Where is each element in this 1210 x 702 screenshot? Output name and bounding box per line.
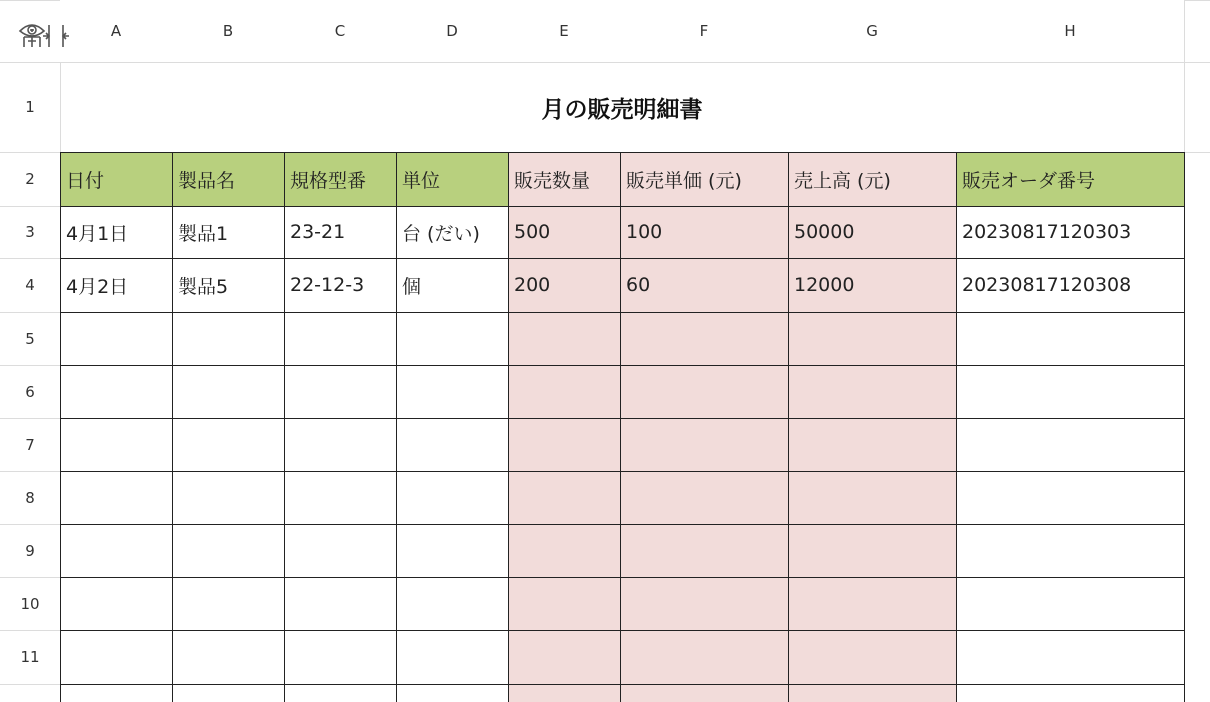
table-border-v <box>1184 152 1185 702</box>
empty-cell[interactable] <box>956 312 1184 365</box>
eye-icon <box>20 25 44 47</box>
empty-cell[interactable] <box>788 630 956 684</box>
empty-cell[interactable] <box>284 577 396 630</box>
gridline-v <box>1184 0 1185 62</box>
data-cell[interactable]: 60 <box>626 274 651 296</box>
empty-cell[interactable] <box>284 471 396 524</box>
empty-cell[interactable] <box>396 630 508 684</box>
sheet-title[interactable]: 月の販売明細書 <box>541 96 703 123</box>
table-header-cell[interactable]: 売上高 (元) <box>794 169 891 192</box>
gridline-v <box>1184 62 1185 152</box>
gridline-h <box>1184 152 1210 153</box>
empty-cell[interactable] <box>956 684 1184 702</box>
data-cell[interactable]: 200 <box>514 274 551 296</box>
empty-cell[interactable] <box>508 365 620 418</box>
empty-cell[interactable] <box>172 312 284 365</box>
row-header-10[interactable]: 10 <box>20 594 40 613</box>
row-header-2[interactable]: 2 <box>25 170 35 188</box>
empty-cell[interactable] <box>396 312 508 365</box>
column-header-h[interactable]: H <box>956 0 1184 62</box>
empty-cell[interactable] <box>172 630 284 684</box>
empty-cell[interactable] <box>956 365 1184 418</box>
empty-cell[interactable] <box>620 365 788 418</box>
data-cell[interactable]: 22-12-3 <box>290 274 365 296</box>
row-header-11[interactable]: 11 <box>20 648 40 666</box>
empty-cell[interactable] <box>60 524 172 577</box>
column-header-e[interactable]: E <box>508 0 620 62</box>
empty-cell[interactable] <box>172 684 284 702</box>
data-cell[interactable]: 500 <box>514 221 551 243</box>
empty-cell[interactable] <box>396 684 508 702</box>
column-header-b[interactable]: B <box>172 0 284 62</box>
empty-cell[interactable] <box>508 471 620 524</box>
empty-cell[interactable] <box>172 524 284 577</box>
empty-cell[interactable] <box>956 577 1184 630</box>
empty-cell[interactable] <box>788 684 956 702</box>
empty-cell[interactable] <box>788 524 956 577</box>
empty-cell[interactable] <box>396 577 508 630</box>
empty-cell[interactable] <box>508 577 620 630</box>
empty-cell[interactable] <box>508 418 620 471</box>
row-header-6[interactable]: 6 <box>25 382 35 401</box>
empty-cell[interactable] <box>172 471 284 524</box>
empty-cell[interactable] <box>620 524 788 577</box>
empty-cell[interactable] <box>284 630 396 684</box>
empty-cell[interactable] <box>172 365 284 418</box>
data-cell[interactable]: 20230817120308 <box>962 274 1132 296</box>
empty-cell[interactable] <box>60 630 172 684</box>
column-header-d[interactable]: D <box>396 0 508 62</box>
row-header-9[interactable]: 9 <box>25 541 35 560</box>
empty-cell[interactable] <box>60 684 172 702</box>
empty-cell[interactable] <box>620 312 788 365</box>
data-cell[interactable]: 製品1 <box>178 222 229 245</box>
table-header-cell[interactable]: 販売オーダ番号 <box>962 169 1096 192</box>
column-header-a[interactable]: A <box>60 0 172 62</box>
table-header-cell[interactable]: 単位 <box>402 169 441 192</box>
row-header-3[interactable]: 3 <box>25 223 35 241</box>
empty-cell[interactable] <box>788 471 956 524</box>
empty-cell[interactable] <box>788 312 956 365</box>
empty-cell[interactable] <box>396 471 508 524</box>
empty-cell[interactable] <box>788 418 956 471</box>
column-header-f[interactable]: F <box>620 0 788 62</box>
column-header-c[interactable]: C <box>284 0 396 62</box>
empty-cell[interactable] <box>60 471 172 524</box>
empty-cell[interactable] <box>620 577 788 630</box>
empty-cell[interactable] <box>620 684 788 702</box>
empty-cell[interactable] <box>60 577 172 630</box>
empty-cell[interactable] <box>396 524 508 577</box>
empty-cell[interactable] <box>620 418 788 471</box>
row-header-4[interactable]: 4 <box>25 276 35 294</box>
empty-cell[interactable] <box>396 418 508 471</box>
gridline-h <box>0 684 60 685</box>
empty-cell[interactable] <box>956 524 1184 577</box>
empty-cell[interactable] <box>60 312 172 365</box>
row-header-5[interactable]: 5 <box>25 329 35 348</box>
empty-cell[interactable] <box>508 630 620 684</box>
empty-cell[interactable] <box>172 418 284 471</box>
data-cell[interactable]: 12000 <box>794 274 855 296</box>
row-header-7[interactable]: 7 <box>25 435 35 454</box>
empty-cell[interactable] <box>788 577 956 630</box>
column-header-g[interactable]: G <box>788 0 956 62</box>
empty-cell[interactable] <box>396 365 508 418</box>
table-header-cell[interactable]: 日付 <box>66 169 105 192</box>
empty-cell[interactable] <box>284 418 396 471</box>
empty-cell[interactable] <box>956 630 1184 684</box>
data-cell[interactable]: 個 <box>402 275 422 298</box>
view-icon[interactable] <box>16 17 76 53</box>
empty-cell[interactable] <box>60 365 172 418</box>
table-header-cell[interactable]: 規格型番 <box>290 169 367 192</box>
data-cell[interactable]: 4月2日 <box>66 275 129 298</box>
data-cell[interactable]: 100 <box>626 221 663 243</box>
row-header-8[interactable]: 8 <box>25 488 35 507</box>
empty-cell[interactable] <box>284 524 396 577</box>
empty-cell[interactable] <box>172 577 284 630</box>
empty-cell[interactable] <box>60 418 172 471</box>
empty-cell[interactable] <box>284 312 396 365</box>
freeze-columns-icon <box>43 25 69 47</box>
data-cell[interactable]: 20230817120303 <box>962 221 1132 243</box>
empty-cell[interactable] <box>284 365 396 418</box>
empty-cell[interactable] <box>788 365 956 418</box>
row-header-1[interactable]: 1 <box>25 98 35 116</box>
empty-cell[interactable] <box>620 630 788 684</box>
table-header-cell[interactable]: 販売数量 <box>514 169 591 192</box>
empty-cell[interactable] <box>956 471 1184 524</box>
table-header-cell[interactable]: 販売単価 (元) <box>626 169 742 192</box>
empty-cell[interactable] <box>620 471 788 524</box>
empty-cell[interactable] <box>284 684 396 702</box>
data-cell[interactable]: 台 (だい) <box>402 222 480 245</box>
empty-cell[interactable] <box>508 684 620 702</box>
table-header-cell[interactable]: 製品名 <box>178 169 236 192</box>
data-cell[interactable]: 50000 <box>794 221 855 243</box>
data-cell[interactable]: 23-21 <box>290 221 346 243</box>
data-cell[interactable]: 4月1日 <box>66 222 129 245</box>
empty-cell[interactable] <box>956 418 1184 471</box>
empty-cell[interactable] <box>508 312 620 365</box>
empty-cell[interactable] <box>508 524 620 577</box>
data-cell[interactable]: 製品5 <box>178 275 229 298</box>
